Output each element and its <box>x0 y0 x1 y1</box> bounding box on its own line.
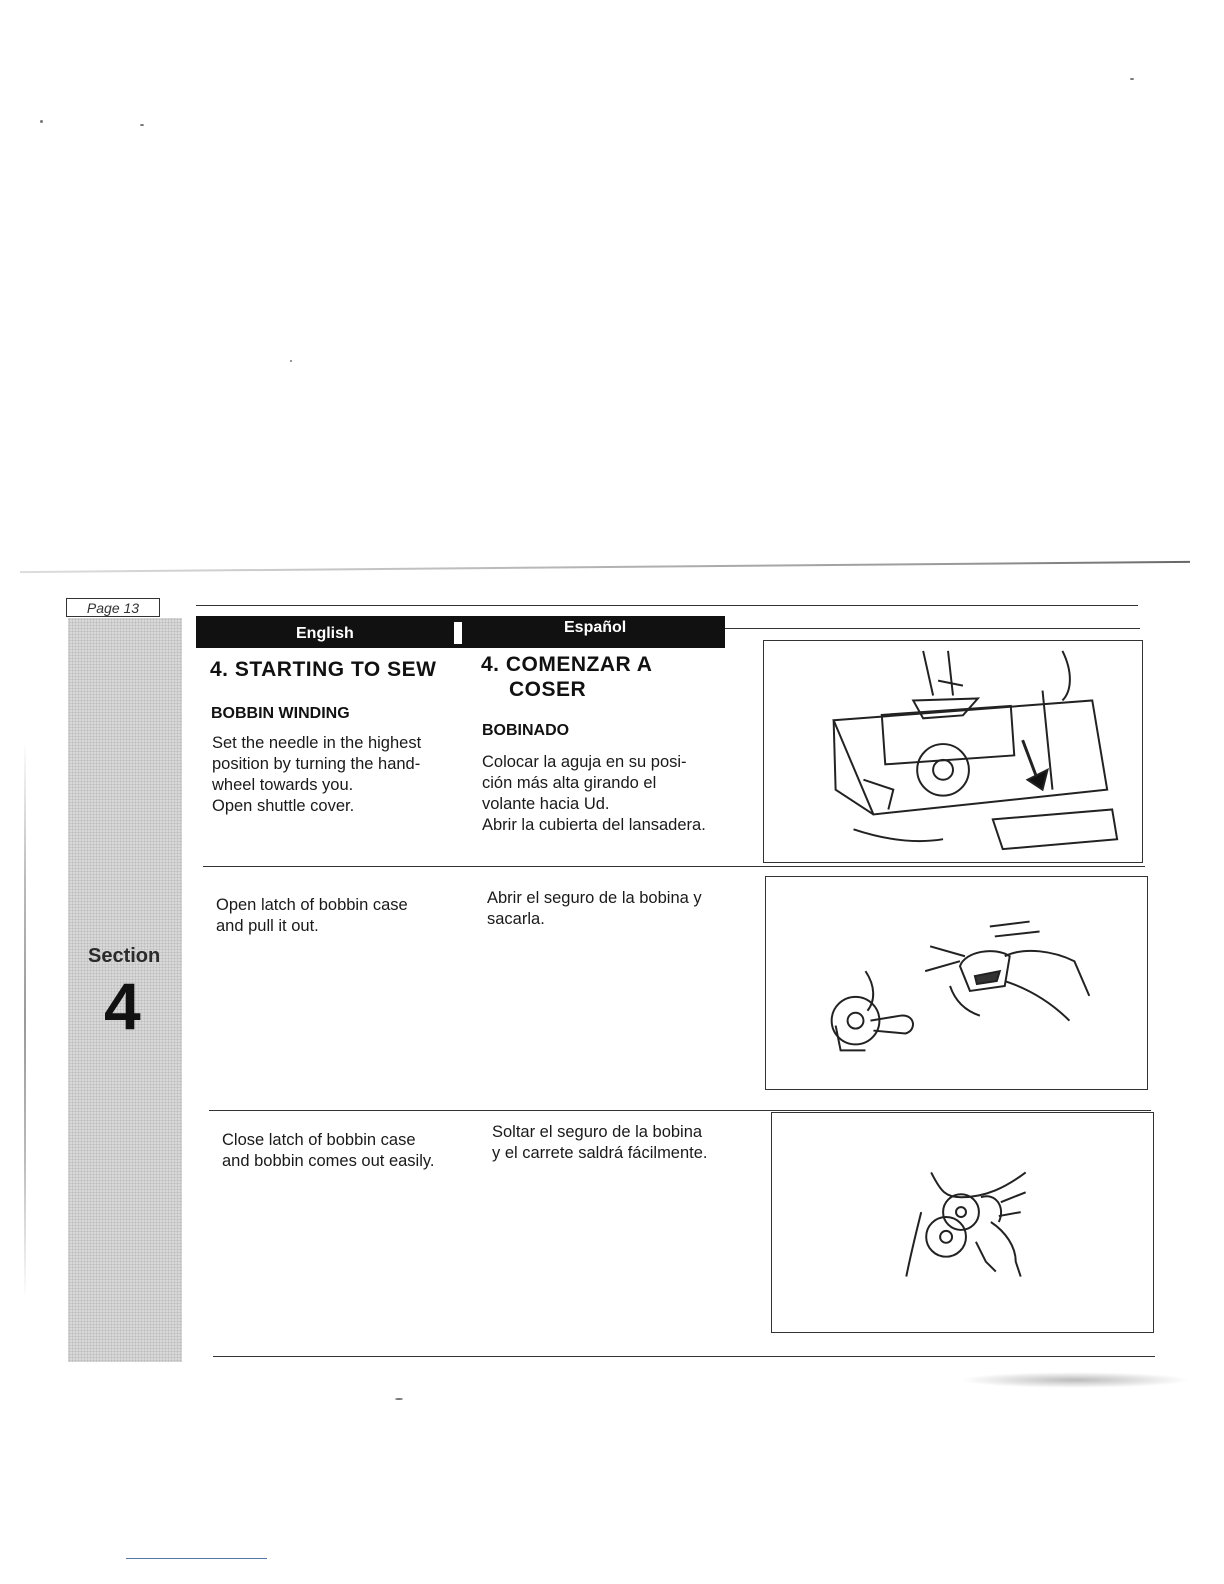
scan-speck <box>290 360 292 362</box>
language-label-english: English <box>296 625 354 642</box>
spanish-step-3: Soltar el seguro de la bobina y el carrete saldrá fácilmente. <box>492 1123 708 1162</box>
illustration-remove-bobbin-case <box>765 876 1148 1090</box>
bottom-rule <box>213 1356 1155 1357</box>
header-top-rule <box>196 605 1138 606</box>
scan-smudge <box>960 1372 1190 1388</box>
language-divider <box>454 622 462 644</box>
section-label: Section <box>88 945 161 967</box>
scan-fold-line <box>20 561 1190 573</box>
scan-bottom-mark <box>126 1558 267 1559</box>
spanish-subheading: BOBINADO <box>482 722 570 739</box>
illustration-open-shuttle-cover <box>763 640 1143 863</box>
header-right-rule <box>725 628 1140 629</box>
english-subheading: BOBBIN WINDING <box>211 705 350 722</box>
spanish-step-2: Abrir el seguro de la bobina y sacarla. <box>487 889 702 928</box>
english-title: 4. STARTING TO SEW <box>210 658 437 681</box>
language-label-spanish: Español <box>564 619 627 636</box>
row-divider-1 <box>203 866 1145 867</box>
row-divider-2 <box>209 1110 1151 1111</box>
page-label: Page 13 <box>66 598 160 617</box>
spanish-title-line2: COSER <box>509 678 587 701</box>
scan-left-edge <box>24 740 26 1300</box>
english-step-3: Close latch of bobbin case and bobbin comes out easily. <box>222 1131 435 1170</box>
illustration-take-out-bobbin <box>771 1112 1154 1333</box>
scan-speck <box>40 120 43 123</box>
scan-speck <box>140 124 144 126</box>
scan-speck <box>395 1398 403 1400</box>
english-step-2: Open latch of bobbin case and pull it out. <box>216 896 408 935</box>
spanish-title-line1: 4. COMENZAR A <box>481 653 653 676</box>
section-number: 4 <box>104 969 141 1043</box>
spanish-step-1: Colocar la aguja en su posi- ción más alta girando el volante hacia Ud. Abrir la cubierta del lansadera. <box>482 753 706 834</box>
english-step-1: Set the needle in the highest position by turning the hand- wheel towards you. Open shuttle cover. <box>212 734 422 815</box>
scan-speck <box>1130 78 1134 80</box>
